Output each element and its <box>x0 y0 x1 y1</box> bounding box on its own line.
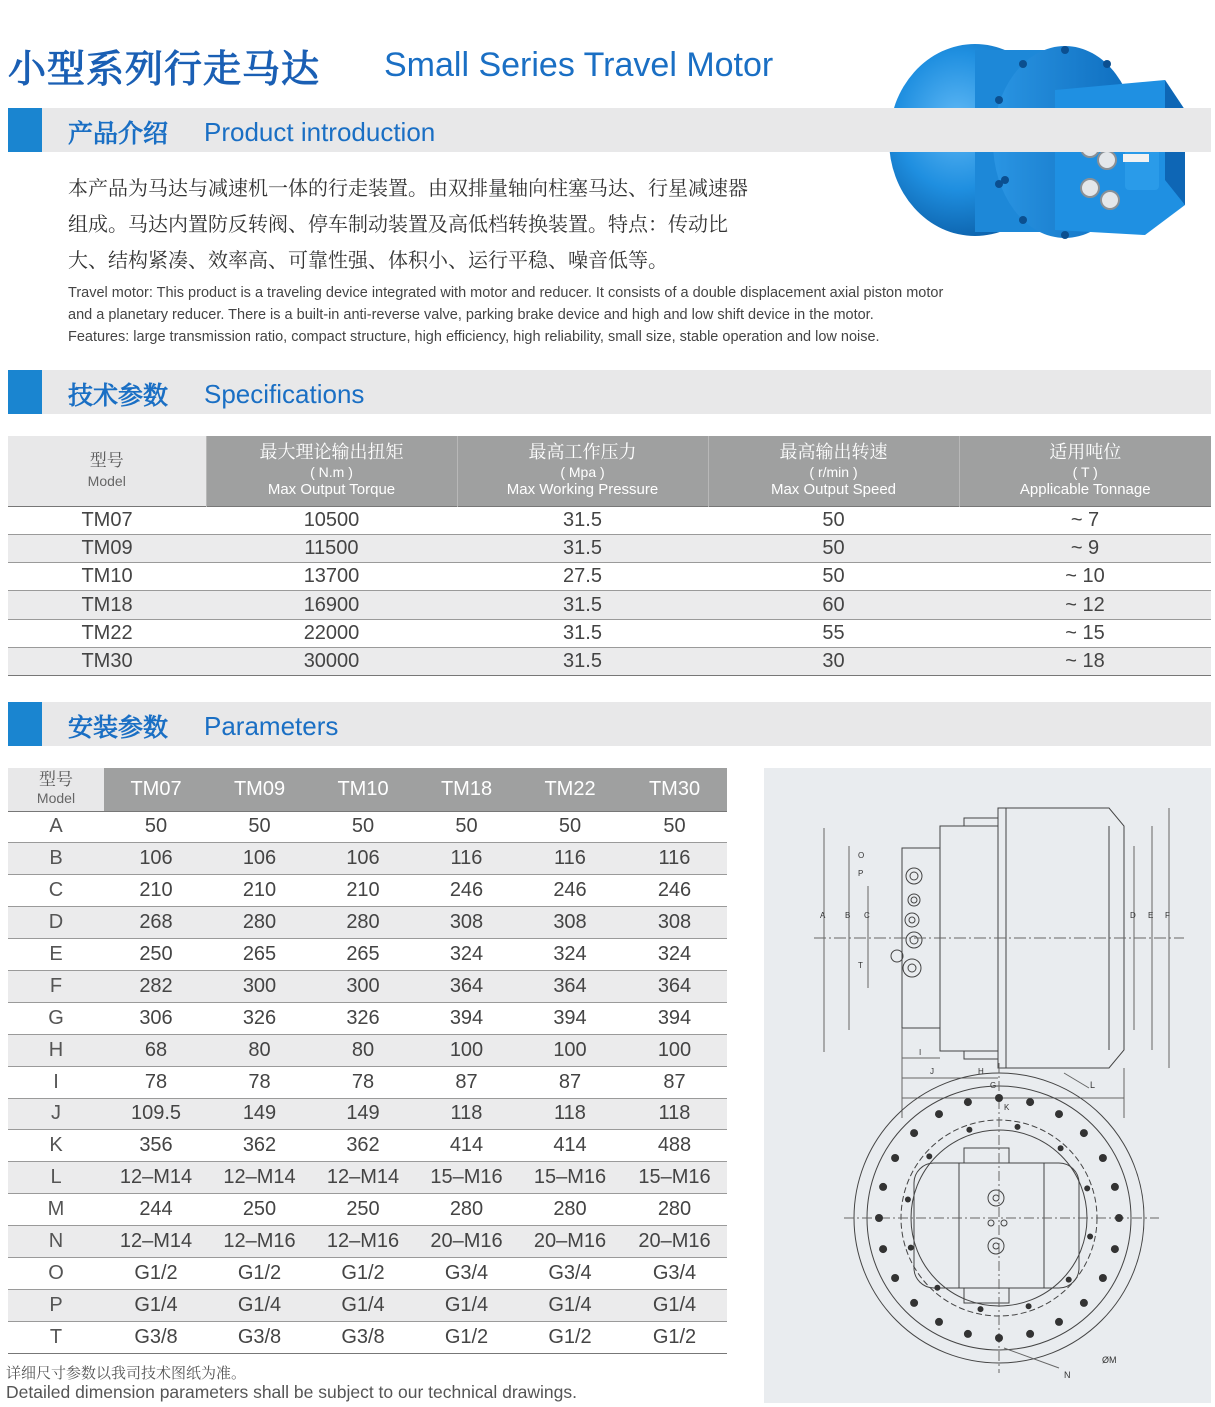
cell-value: 78 <box>208 1066 311 1098</box>
table-row <box>8 1130 727 1162</box>
cell-value: 149 <box>311 1098 415 1130</box>
col-header-model: TM07 <box>104 768 208 811</box>
cell-param-label: D <box>8 907 104 939</box>
cell-value: 10500 <box>206 506 457 534</box>
cell-value: 282 <box>104 970 208 1002</box>
cell-value: 210 <box>311 875 415 907</box>
cell-value: 12–M14 <box>208 1162 311 1194</box>
dim-label: P <box>858 869 864 878</box>
cell-param-label: A <box>8 811 104 843</box>
drawing-bolt-hole <box>875 1214 883 1222</box>
section-accent <box>8 108 42 152</box>
intro-en-line: Features: large transmission ratio, compact structure, high efficiency, high reliability, small size, stable operation and low noise. <box>68 329 880 345</box>
cell-value: 265 <box>311 939 415 971</box>
cell-value: 394 <box>518 1002 622 1034</box>
cell-value: ~ 10 <box>959 563 1211 591</box>
cell-value: 246 <box>622 875 727 907</box>
col-header-speed: 最高输出转速 ( r/min ) Max Output Speed <box>708 436 959 506</box>
cell-value: 50 <box>104 811 208 843</box>
section-title-en: Specifications <box>204 379 365 409</box>
cell-model: TM22 <box>8 619 206 647</box>
cell-value: 27.5 <box>457 563 708 591</box>
section-bar-specs <box>8 370 1211 414</box>
section-accent <box>8 370 42 414</box>
drawing-bolt-hole <box>995 1094 1003 1102</box>
cell-value: 280 <box>208 907 311 939</box>
drawing-bolt-hole <box>926 1153 932 1159</box>
drawing-bolt-hole <box>1026 1098 1034 1106</box>
cell-value: 268 <box>104 907 208 939</box>
cell-value: 250 <box>208 1194 311 1226</box>
intro-cn-line: 组成。马达内置防反转阀、停车制动装置及高低档转换装置。特点：传动比 <box>68 212 728 236</box>
cell-value: 78 <box>104 1066 208 1098</box>
page-title-en: Small Series Travel Motor <box>384 46 774 84</box>
cell-value: G1/2 <box>518 1321 622 1353</box>
cell-value: 118 <box>622 1098 727 1130</box>
dim-label: L <box>1090 1080 1096 1090</box>
drawing-bolt-hole <box>1087 1234 1093 1240</box>
footnote-en: Detailed dimension parameters shall be subject to our technical drawings. <box>6 1382 577 1402</box>
model-header <box>8 436 206 506</box>
cell-value: 210 <box>208 875 311 907</box>
drawing-bolt-hole <box>908 1245 914 1251</box>
cell-value: 116 <box>415 843 518 875</box>
col-header-tonnage: 适用吨位 ( T ) Applicable Tonnage <box>959 436 1211 506</box>
cell-value: 20–M16 <box>622 1226 727 1258</box>
cell-value: G3/8 <box>104 1321 208 1353</box>
table-row <box>8 1002 727 1034</box>
drawing-bolt-hole <box>1026 1330 1034 1338</box>
cell-value: 11500 <box>206 534 457 562</box>
drawing-bolt-hole <box>910 1299 918 1307</box>
table-row <box>8 506 1211 534</box>
drawing-bolt-hole <box>978 1306 984 1312</box>
parameters-table-body <box>8 811 727 1353</box>
cell-param-label: F <box>8 970 104 1002</box>
cell-value: 250 <box>311 1194 415 1226</box>
table-row <box>8 970 727 1002</box>
table-row <box>8 1098 727 1130</box>
dim-label: G <box>990 1081 997 1090</box>
section-bar-params <box>8 702 1211 746</box>
cell-value: 308 <box>518 907 622 939</box>
cell-value: 78 <box>311 1066 415 1098</box>
cell-value: 50 <box>708 563 959 591</box>
cell-value: G1/2 <box>622 1321 727 1353</box>
cell-value: 12–M16 <box>208 1226 311 1258</box>
cell-value: 50 <box>622 811 727 843</box>
table-row <box>8 1321 727 1353</box>
cell-value: 12–M14 <box>104 1162 208 1194</box>
drawing-bolt-hole <box>1080 1299 1088 1307</box>
table-row <box>8 563 1211 591</box>
cell-value: 87 <box>622 1066 727 1098</box>
drawing-bolt-hole <box>935 1318 943 1326</box>
cell-value: ~ 18 <box>959 647 1211 675</box>
section-title-cn: 产品介绍 <box>68 119 169 148</box>
cell-value: 12–M16 <box>311 1226 415 1258</box>
cell-value: 280 <box>518 1194 622 1226</box>
dim-label: ØM <box>1102 1355 1117 1365</box>
cell-value: ~ 15 <box>959 619 1211 647</box>
table-row <box>8 1289 727 1321</box>
cell-value: 306 <box>104 1002 208 1034</box>
cell-value: G1/2 <box>415 1321 518 1353</box>
model-header-en: Model <box>87 472 126 489</box>
cell-value: G1/4 <box>622 1289 727 1321</box>
section-accent <box>8 702 42 746</box>
cell-value: 324 <box>518 939 622 971</box>
cell-value: 109.5 <box>104 1098 208 1130</box>
cell-param-label: J <box>8 1098 104 1130</box>
col-header-model: TM22 <box>518 768 622 811</box>
table-row <box>8 1162 727 1194</box>
intro-text-en <box>68 282 1178 348</box>
parameters-table <box>8 768 727 1354</box>
cell-value: 280 <box>311 907 415 939</box>
drawing-bolt-hole <box>1111 1245 1119 1253</box>
cell-value: 246 <box>415 875 518 907</box>
section-title-en: Parameters <box>204 711 339 741</box>
cell-param-label: B <box>8 843 104 875</box>
dim-label: N <box>1064 1370 1071 1380</box>
dim-label: D <box>1130 911 1136 920</box>
section-title-cn: 技术参数 <box>68 381 169 410</box>
drawing-bolt-hole <box>1015 1124 1021 1130</box>
dim-label: I <box>919 1048 922 1057</box>
cell-value: G1/2 <box>208 1257 311 1289</box>
cell-value: 13700 <box>206 563 457 591</box>
cell-value: 15–M16 <box>622 1162 727 1194</box>
dim-label: K <box>1004 1103 1010 1112</box>
cell-param-label: I <box>8 1066 104 1098</box>
cell-value: 265 <box>208 939 311 971</box>
drawing-bolt-hole <box>964 1098 972 1106</box>
cell-value: 250 <box>104 939 208 971</box>
cell-value: 362 <box>208 1130 311 1162</box>
table-row <box>8 1257 727 1289</box>
intro-cn-line: 大、结构紧凑、效率高、可靠性强、体积小、运行平稳、噪音低等。 <box>68 248 668 272</box>
table-header-row <box>8 768 727 811</box>
cell-value: 50 <box>708 506 959 534</box>
col-header-model: TM10 <box>311 768 415 811</box>
cell-value: 326 <box>311 1002 415 1034</box>
drawing-bolt-hole <box>905 1197 911 1203</box>
drawing-bolt-hole <box>879 1245 887 1253</box>
model-header <box>8 768 104 811</box>
cell-value: G1/2 <box>311 1257 415 1289</box>
cell-value: 356 <box>104 1130 208 1162</box>
drawing-bolt-hole <box>910 1129 918 1137</box>
cell-value: G1/4 <box>104 1289 208 1321</box>
drawing-bolt-hole <box>1055 1318 1063 1326</box>
model-header-cn: 型号 <box>39 770 73 791</box>
drawing-bolt-hole <box>1026 1303 1032 1309</box>
cell-value: G3/8 <box>311 1321 415 1353</box>
drawing-bolt-hole <box>879 1183 887 1191</box>
cell-value: 362 <box>311 1130 415 1162</box>
cell-model: TM30 <box>8 647 206 675</box>
drawing-bolt-hole <box>1066 1277 1072 1283</box>
drawing-bolt-hole <box>1080 1129 1088 1137</box>
cell-value: 50 <box>415 811 518 843</box>
cell-model: TM10 <box>8 563 206 591</box>
cell-value: 308 <box>415 907 518 939</box>
cell-value: G3/8 <box>208 1321 311 1353</box>
page-title-cn: 小型系列行走马达 <box>8 47 321 91</box>
table-row <box>8 1226 727 1258</box>
cell-value: 488 <box>622 1130 727 1162</box>
specifications-table <box>8 436 1211 676</box>
cell-value: ~ 12 <box>959 591 1211 619</box>
cell-value: 100 <box>415 1034 518 1066</box>
cell-value: 414 <box>415 1130 518 1162</box>
cell-value: 50 <box>708 534 959 562</box>
drawing-bolt-hole <box>1055 1110 1063 1118</box>
cell-value: 50 <box>518 811 622 843</box>
cell-param-label: G <box>8 1002 104 1034</box>
cell-value: 118 <box>518 1098 622 1130</box>
table-row <box>8 907 727 939</box>
drawing-bolt-hole <box>1115 1214 1123 1222</box>
cell-value: 100 <box>622 1034 727 1066</box>
dim-label: B <box>845 911 851 920</box>
cell-value: ~ 9 <box>959 534 1211 562</box>
cell-value: G1/4 <box>208 1289 311 1321</box>
cell-param-label: O <box>8 1257 104 1289</box>
dim-label: J <box>930 1067 934 1076</box>
drawing-bolt-hole <box>1084 1185 1090 1191</box>
table-row <box>8 939 727 971</box>
col-header-model: TM09 <box>208 768 311 811</box>
footnote-cn: 详细尺寸参数以我司技术图纸为准。 <box>6 1364 247 1382</box>
drawing-bolt-hole <box>891 1274 899 1282</box>
cell-value: 16900 <box>206 591 457 619</box>
cell-value: 30 <box>708 647 959 675</box>
cell-value: 31.5 <box>457 506 708 534</box>
cell-value: 324 <box>415 939 518 971</box>
cell-model: TM07 <box>8 506 206 534</box>
cell-value: 280 <box>622 1194 727 1226</box>
drawing-bolt-hole <box>934 1285 940 1291</box>
cell-value: 364 <box>622 970 727 1002</box>
cell-value: 326 <box>208 1002 311 1034</box>
table-row <box>8 1194 727 1226</box>
table-row <box>8 647 1211 675</box>
cell-value: 308 <box>622 907 727 939</box>
intro-text-cn <box>68 170 868 278</box>
cell-value: 414 <box>518 1130 622 1162</box>
col-header-model: TM18 <box>415 768 518 811</box>
drawing-bolt-hole <box>995 1334 1003 1342</box>
drawing-bolt-hole <box>1058 1145 1064 1151</box>
drawing-bolt-hole <box>966 1127 972 1133</box>
table-row <box>8 843 727 875</box>
cell-value: 244 <box>104 1194 208 1226</box>
cell-value: 324 <box>622 939 727 971</box>
cell-param-label: M <box>8 1194 104 1226</box>
cell-value: 31.5 <box>457 591 708 619</box>
section-bar-intro <box>8 108 1211 152</box>
table-header-row <box>8 436 1211 506</box>
dim-label: F <box>1165 911 1170 920</box>
intro-en-line: Travel motor: This product is a traveling device integrated with motor and reducer. It consists of a double displacement axial piston motor <box>68 285 944 301</box>
col-header-pressure: 最高工作压力 ( Mpa ) Max Working Pressure <box>457 436 708 506</box>
drawing-bolt-hole <box>1111 1183 1119 1191</box>
table-row <box>8 875 727 907</box>
cell-value: 394 <box>622 1002 727 1034</box>
cell-param-label: L <box>8 1162 104 1194</box>
cell-value: 50 <box>208 811 311 843</box>
cell-value: 210 <box>104 875 208 907</box>
drawing-bolt-hole <box>1099 1274 1107 1282</box>
cell-value: G3/4 <box>415 1257 518 1289</box>
cell-value: G1/4 <box>518 1289 622 1321</box>
cell-value: 106 <box>208 843 311 875</box>
dim-label: C <box>864 911 870 920</box>
intro-en-line: and a planetary reducer. There is a built-in anti-reverse valve, parking brake device and high and low shift device in the motor. <box>68 307 874 323</box>
cell-value: 60 <box>708 591 959 619</box>
dim-label: O <box>858 851 865 860</box>
cell-value: 12–M14 <box>104 1226 208 1258</box>
table-row <box>8 591 1211 619</box>
cell-value: G3/4 <box>518 1257 622 1289</box>
cell-value: 50 <box>311 811 415 843</box>
table-row <box>8 619 1211 647</box>
cell-value: 364 <box>415 970 518 1002</box>
cell-model: TM09 <box>8 534 206 562</box>
cell-value: 100 <box>518 1034 622 1066</box>
cell-value: G3/4 <box>622 1257 727 1289</box>
cell-value: 116 <box>518 843 622 875</box>
cell-value: 80 <box>311 1034 415 1066</box>
cell-value: 31.5 <box>457 534 708 562</box>
cell-value: 20–M16 <box>415 1226 518 1258</box>
cell-param-label: H <box>8 1034 104 1066</box>
cell-value: 106 <box>104 843 208 875</box>
cell-value: 394 <box>415 1002 518 1034</box>
technical-drawing <box>764 768 1211 1403</box>
cell-value: 15–M16 <box>415 1162 518 1194</box>
cell-value: 364 <box>518 970 622 1002</box>
col-header-model: TM30 <box>622 768 727 811</box>
model-header-cn: 型号 <box>89 450 124 470</box>
cell-value: 300 <box>311 970 415 1002</box>
cell-value: 246 <box>518 875 622 907</box>
cell-value: 68 <box>104 1034 208 1066</box>
cell-value: 280 <box>415 1194 518 1226</box>
drawing-bolt-hole <box>964 1330 972 1338</box>
model-header-en: Model <box>36 790 76 807</box>
drawing-bolt-hole <box>935 1110 943 1118</box>
cell-value: 149 <box>208 1098 311 1130</box>
cell-param-label: N <box>8 1226 104 1258</box>
cell-value: 87 <box>518 1066 622 1098</box>
table-row <box>8 1066 727 1098</box>
table-row <box>8 534 1211 562</box>
cell-value: ~ 7 <box>959 506 1211 534</box>
cell-param-label: K <box>8 1130 104 1162</box>
cell-model: TM18 <box>8 591 206 619</box>
drawing-bolt-hole <box>1099 1154 1107 1162</box>
cell-value: 106 <box>311 843 415 875</box>
intro-cn-line: 本产品为马达与减速机一体的行走装置。由双排量轴向柱塞马达、行星减速器 <box>68 176 748 200</box>
section-title-en: Product introduction <box>204 117 436 147</box>
cell-value: 31.5 <box>457 619 708 647</box>
cell-param-label: T <box>8 1321 104 1353</box>
table-row <box>8 811 727 843</box>
cell-param-label: E <box>8 939 104 971</box>
cell-value: 116 <box>622 843 727 875</box>
cell-value: 12–M14 <box>311 1162 415 1194</box>
cell-value: 87 <box>415 1066 518 1098</box>
cell-param-label: P <box>8 1289 104 1321</box>
cell-value: 22000 <box>206 619 457 647</box>
dim-label: A <box>820 911 826 920</box>
cell-value: 300 <box>208 970 311 1002</box>
cell-value: 80 <box>208 1034 311 1066</box>
cell-value: 31.5 <box>457 647 708 675</box>
col-header-torque: 最大理论输出扭矩 ( N.m ) Max Output Torque <box>206 436 457 506</box>
dim-label: E <box>1148 911 1154 920</box>
cell-value: 15–M16 <box>518 1162 622 1194</box>
dim-label: T <box>858 961 863 970</box>
cell-value: 55 <box>708 619 959 647</box>
cell-value: G1/2 <box>104 1257 208 1289</box>
cell-value: 30000 <box>206 647 457 675</box>
table-row <box>8 1034 727 1066</box>
cell-value: 20–M16 <box>518 1226 622 1258</box>
drawing-bolt-hole <box>891 1154 899 1162</box>
cell-value: G1/4 <box>415 1289 518 1321</box>
cell-value: G1/4 <box>311 1289 415 1321</box>
dim-label: H <box>978 1067 984 1076</box>
technical-drawing-panel <box>764 768 1211 1403</box>
cell-value: 118 <box>415 1098 518 1130</box>
cell-param-label: C <box>8 875 104 907</box>
section-title-cn: 安装参数 <box>68 713 169 742</box>
